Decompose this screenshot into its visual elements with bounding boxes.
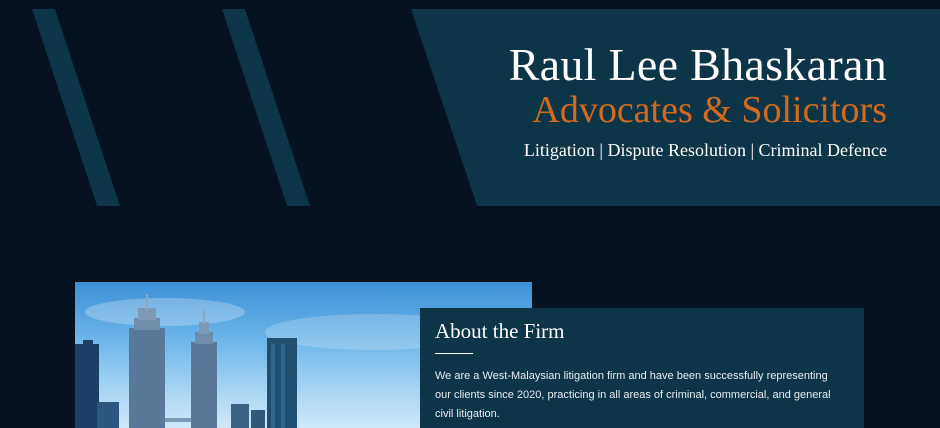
practice-areas: Litigation | Dispute Resolution | Criminal Defence (523, 140, 887, 160)
title-divider (435, 353, 473, 354)
decorative-stripe-middle (222, 9, 310, 206)
about-card (420, 308, 864, 428)
about-text: We are a West-Malaysian litigation firm and have been successfully representing our clients since 2020, practicing in all areas of criminal, commercial, and general civil litigation. (435, 370, 831, 420)
brand-block (509, 40, 887, 160)
firm-name: Raul Lee Bhaskaran (508, 39, 887, 90)
decorative-stripe-left (32, 9, 120, 206)
about-title: About the Firm (435, 319, 565, 343)
firm-subtitle: Advocates & Solicitors (532, 89, 887, 131)
